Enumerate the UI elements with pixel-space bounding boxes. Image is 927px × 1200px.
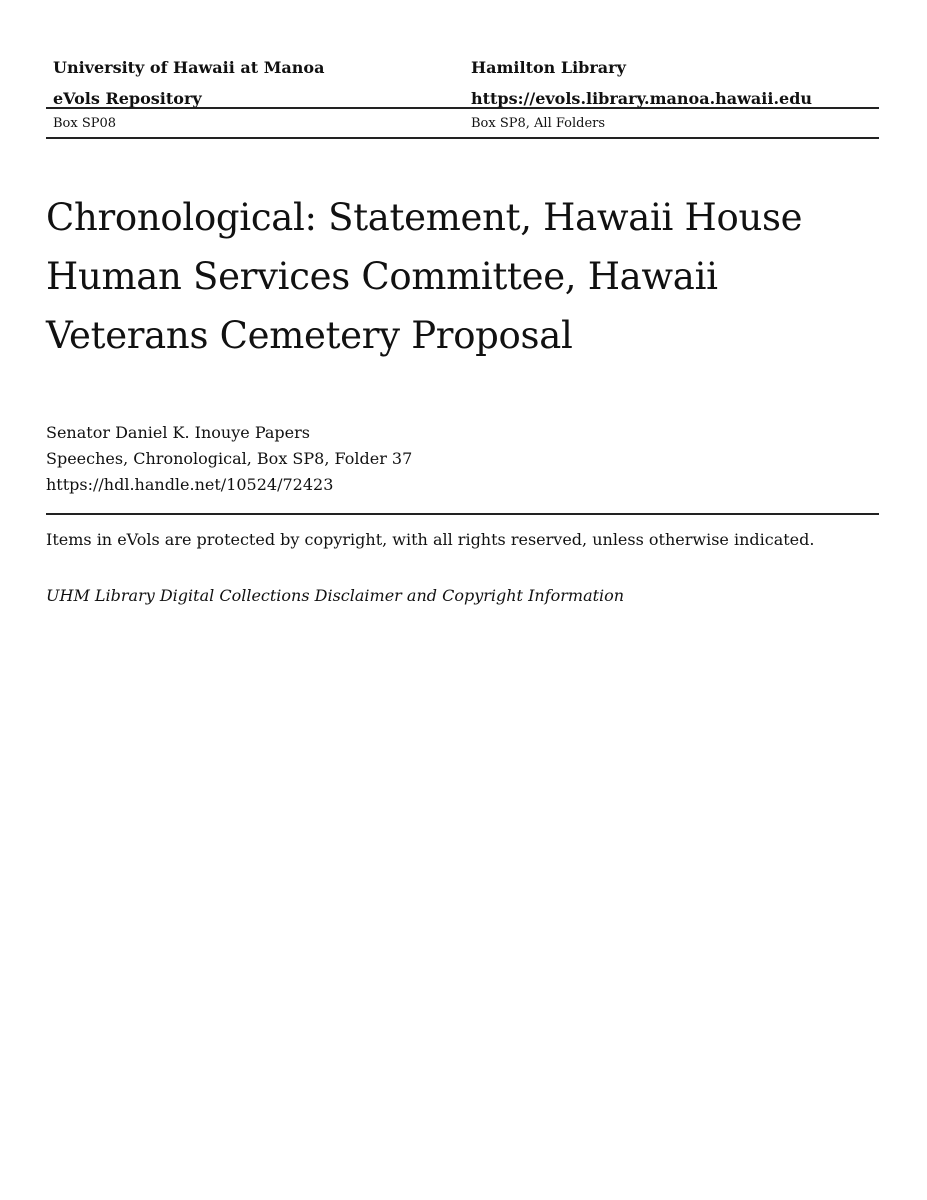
disclaimer-link[interactable]: UHM Library Digital Collections Disclaimer and Copyright Information: [46, 586, 625, 605]
header-right-column: [464, 52, 879, 107]
header-top-row: [46, 52, 879, 109]
document-title: Chronological: Statement, Hawaii House Human Services Committee, Hawaii Veterans Cemetery Proposal: [46, 196, 803, 357]
header-left-column: [46, 52, 464, 107]
collection-name: Senator Daniel K. Inouye Papers: [46, 423, 310, 442]
box-id: Box SP08: [53, 115, 117, 131]
repository-url-link[interactable]: https://evols.library.manoa.hawaii.edu: [471, 89, 813, 108]
handle-link[interactable]: https://hdl.handle.net/10524/72423: [46, 475, 334, 494]
repository-name: eVols Repository: [53, 89, 202, 108]
box-id-cell: [46, 116, 464, 131]
library-name: Hamilton Library: [471, 58, 626, 77]
document-metadata: [46, 420, 412, 498]
box-folders-cell: [464, 116, 879, 131]
rights-statement: Items in eVols are protected by copyright, with all rights reserved, unless otherwise indicated.: [46, 530, 815, 549]
institution-name: University of Hawaii at Manoa: [53, 58, 325, 77]
section-divider: [46, 513, 879, 515]
cover-header: [46, 52, 879, 139]
series-location: Speeches, Chronological, Box SP8, Folder 37: [46, 449, 413, 468]
box-folders: Box SP8, All Folders: [471, 115, 606, 131]
